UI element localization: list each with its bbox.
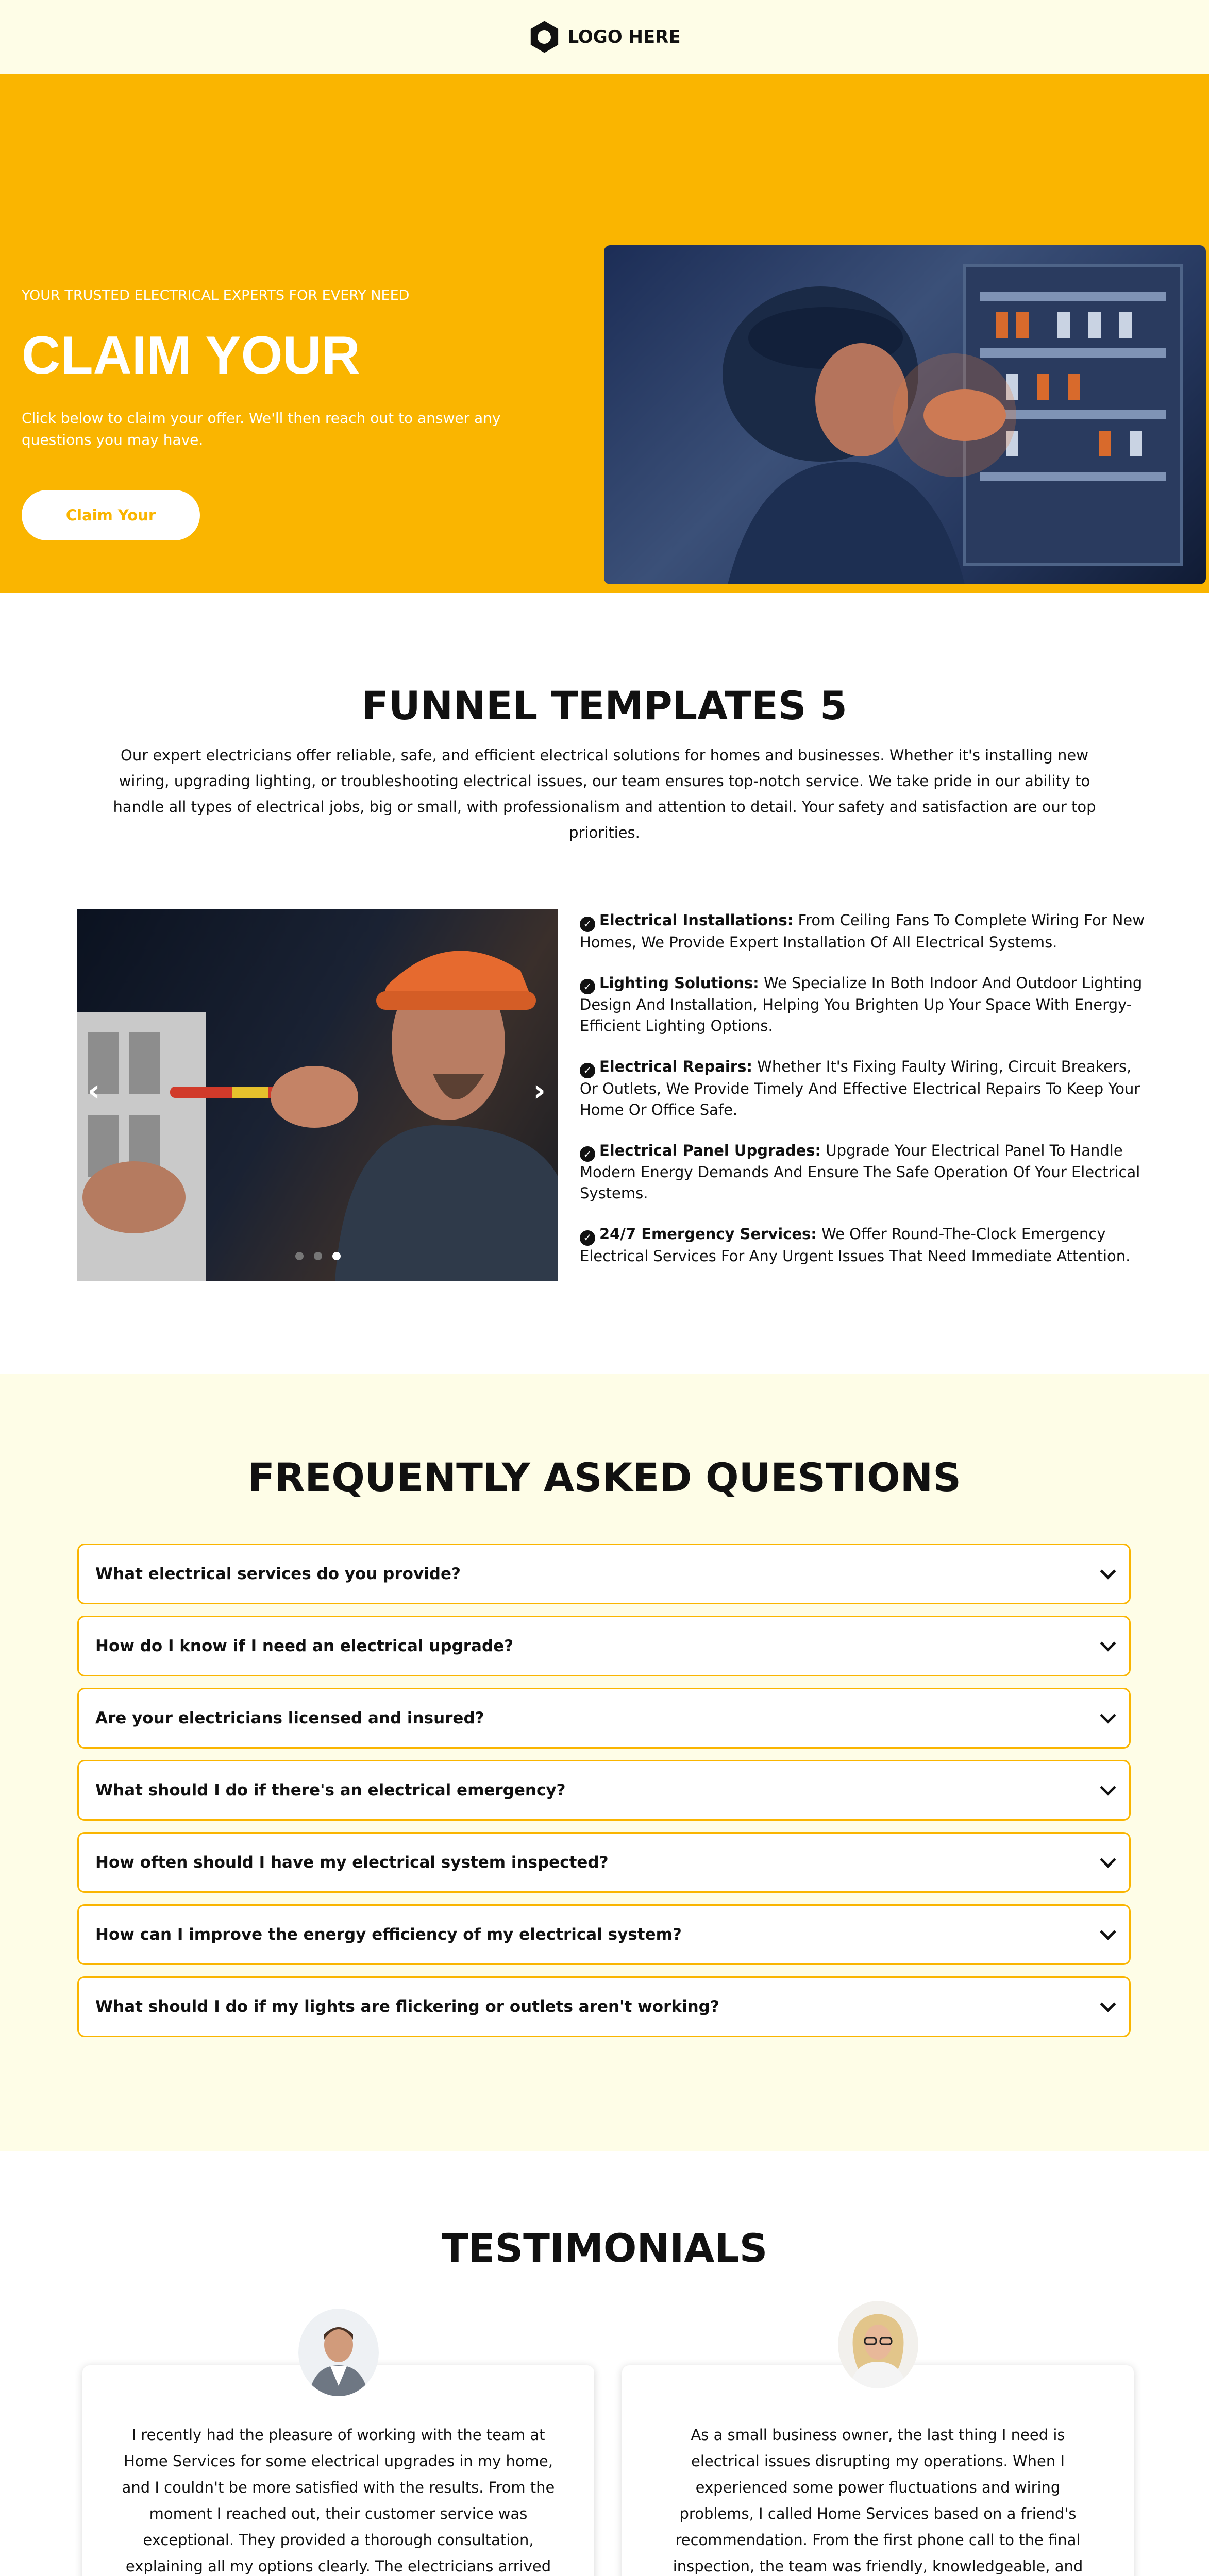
check-circle-icon: ✓ <box>580 1230 595 1246</box>
feature-text: Upgrade Your Electrical Panel To Handle Modern Energy Demands And Ensure The Safe Operation Of Your Electrical Systems. <box>580 1141 1140 1202</box>
chevron-down-icon[interactable] <box>1100 1635 1116 1651</box>
faq-question: Are your electricians licensed and insured? <box>95 1709 484 1727</box>
feature-title: Electrical Repairs: <box>599 1058 752 1075</box>
faq-question: What should I do if there's an electrical emergency? <box>95 1781 566 1800</box>
hero-subtext: Click below to claim your offer. We'll then reach out to answer any questions you may have. <box>22 410 501 448</box>
chevron-down-icon[interactable] <box>1100 1852 1116 1868</box>
feature-title: 24/7 Emergency Services: <box>599 1225 817 1243</box>
faq-item[interactable] <box>77 1832 1131 1893</box>
chevron-down-icon[interactable] <box>1100 1924 1116 1940</box>
faq-section <box>0 1374 1209 2151</box>
feature-text: Whether It's Fixing Faulty Wiring, Circuit Breakers, Or Outlets, We Provide Timely And Effective Electrical Repairs To Keep Your Home Or Office Safe. <box>580 1058 1140 1118</box>
faq-question: How do I know if I need an electrical upgrade? <box>95 1637 514 1655</box>
chevron-down-icon[interactable] <box>1100 1563 1116 1579</box>
feature-item <box>580 910 1147 953</box>
faq-title: FREQUENTLY ASKED QUESTIONS <box>247 1454 962 1500</box>
chevron-down-icon[interactable] <box>1100 1996 1116 2012</box>
feature-text: We Offer Round-The-Clock Emergency Electrical Services For Any Urgent Issues That Need Immediate Attention. <box>580 1225 1131 1265</box>
faq-item[interactable] <box>77 1760 1131 1821</box>
top-bar <box>0 0 1209 74</box>
slider-dot-active[interactable] <box>332 1252 341 1260</box>
logo-text: LOGO HERE <box>567 26 681 47</box>
check-circle-icon: ✓ <box>580 1063 595 1078</box>
feature-title: Lighting Solutions: <box>599 974 759 992</box>
feature-item <box>580 1224 1147 1267</box>
faq-item[interactable] <box>77 1544 1131 1604</box>
testimonial-text: I recently had the pleasure of working with the team at Home Services for some electrical upgrades in my home, and I couldn't be more satisfied with the results. From the moment I reached out, their customer service was exceptional. They provided a thorough consultation, explaining all my options clearly. The electricians arrived <box>122 2426 555 2575</box>
testimonials-title: TESTIMONIALS <box>441 2225 768 2271</box>
slider-dots <box>77 1252 558 1260</box>
feature-title: Electrical Installations: <box>599 911 794 929</box>
faq-item[interactable] <box>77 1904 1131 1965</box>
faq-list <box>77 1544 1131 2048</box>
faq-question: How often should I have my electrical system inspected? <box>95 1853 609 1872</box>
claim-button[interactable]: Claim Your <box>22 490 200 540</box>
testimonial-card <box>622 2365 1134 2576</box>
logo[interactable] <box>528 21 680 53</box>
faq-item[interactable] <box>77 1616 1131 1676</box>
feature-title: Electrical Panel Upgrades: <box>599 1141 821 1159</box>
chevron-down-icon[interactable] <box>1100 1780 1116 1795</box>
about-title: FUNNEL TEMPLATES 5 <box>362 683 847 728</box>
check-circle-icon: ✓ <box>580 917 595 932</box>
check-circle-icon: ✓ <box>580 979 595 994</box>
image-slider[interactable] <box>77 909 558 1281</box>
feature-text: We Specialize In Both Indoor And Outdoor Lighting Design And Installation, Helping You Brighten Up Your Space With Energy-Efficient Lighting Options. <box>580 974 1143 1035</box>
logo-hexagon-icon <box>528 21 560 53</box>
faq-item[interactable] <box>77 1976 1131 2037</box>
avatar <box>298 2309 379 2396</box>
check-circle-icon: ✓ <box>580 1146 595 1162</box>
faq-question: How can I improve the energy efficiency of my electrical system? <box>95 1925 682 1944</box>
faq-question: What should I do if my lights are flickering or outlets aren't working? <box>95 1997 719 2016</box>
about-description: Our expert electricians offer reliable, safe, and efficient electrical solutions for homes and businesses. Whether it's installing new wiring, upgrading lighting, or troubleshooting electrical issues, our team ensures top-notch service. We take pride in our ability to handle all types of electrical jobs, big or small, with professionalism and attention to detail. Your safety and satisfaction are our top priorities. <box>113 747 1096 841</box>
slider-next-arrow-icon[interactable]: › <box>533 1073 546 1109</box>
about-section <box>0 593 1209 1374</box>
hero-electrician-image <box>604 245 1206 584</box>
feature-item <box>580 1056 1147 1121</box>
feature-item <box>580 1140 1147 1205</box>
feature-item <box>580 973 1147 1037</box>
feature-text: From Ceiling Fans To Complete Wiring For New Homes, We Provide Expert Installation Of All Electrical Systems. <box>580 911 1145 951</box>
feature-list <box>580 910 1147 1286</box>
testimonial-text: As a small business owner, the last thing I need is electrical issues disrupting my operations. When I experienced some power fluctuations and wiring problems, I called Home Services based on a friend's recommendation. From the first phone call to the final inspection, the team was friendly, knowledgeable, and <box>673 2426 1083 2575</box>
hero-eyebrow: YOUR TRUSTED ELECTRICAL EXPERTS FOR EVERY NEED <box>22 287 410 303</box>
slider-electrician-image <box>77 909 558 1281</box>
faq-item[interactable] <box>77 1688 1131 1749</box>
chevron-down-icon[interactable] <box>1100 1707 1116 1723</box>
hero-headline: CLAIM YOUR <box>22 326 360 385</box>
testimonials-section <box>0 2151 1209 2576</box>
slider-dot[interactable] <box>295 1252 304 1260</box>
slider-prev-arrow-icon[interactable]: ‹ <box>88 1073 100 1109</box>
slider-dot[interactable] <box>314 1252 322 1260</box>
faq-question: What electrical services do you provide? <box>95 1565 461 1583</box>
testimonial-card <box>82 2365 594 2576</box>
avatar <box>838 2301 918 2388</box>
hero-section <box>0 74 1209 593</box>
